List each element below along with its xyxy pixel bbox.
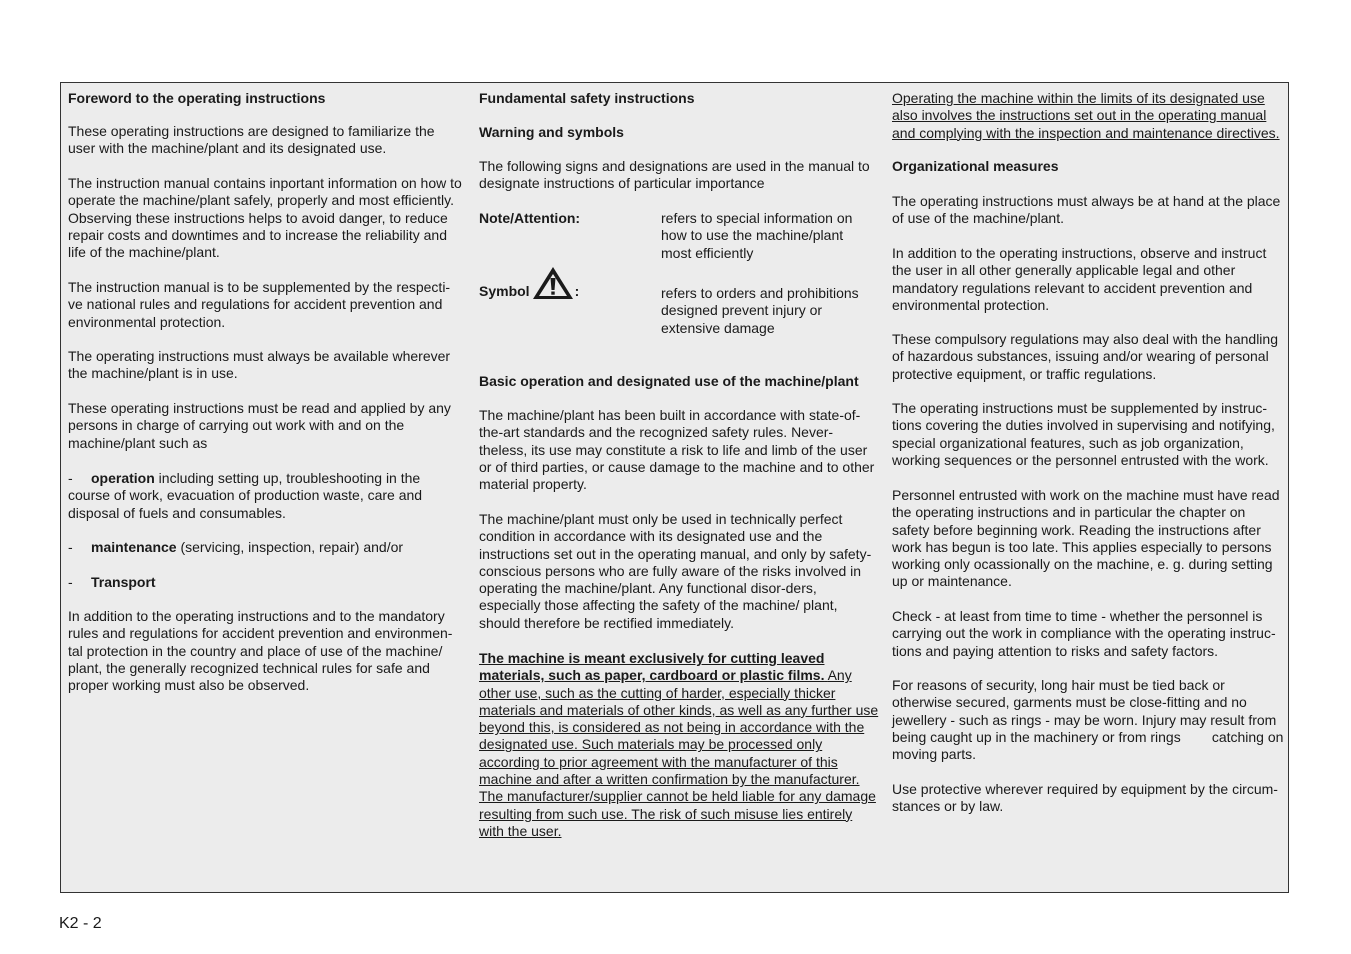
organizational-paragraph-6: Check - at least from time to time - whether the personnel is carrying out the work in compliance with the operating instruc-tions and paying attention to risks and safety factors.: [892, 608, 1276, 659]
designated-use-paragraph-2: The machine/plant must only be used in technically perfect condition in accordance with its designated use and the instructions set out in the operating manual, and only by safety-conscious persons who are fully aware of the risks involved in operating the machine/plant. Any functional disor-ders, especially those affecting the safety of the machine/ plant, should therefore be rectified immediately.: [479, 511, 872, 631]
designated-use-continuation: Operating the machine within the limits of its designated use also involves the instructions set out in the operating manual and complying with the inspection and maintenance directives.: [892, 90, 1280, 141]
list-item-maintenance-term: maintenance: [91, 539, 177, 555]
list-item-maintenance-text: (servicing, inspection, repair) and/or: [176, 539, 404, 555]
warning-symbols-heading: Warning and symbols: [479, 124, 624, 140]
designated-use-paragraph-1: The machine/plant has been built in accordance with state-of-the-art standards and the recognized safety rules. Never-theless, its use may constitute a risk to life and limb of the user or of third parties, or cause damage to the machine and to other material property.: [479, 407, 875, 493]
misuse-statement: Any other use, such as the cutting of harder, especially thicker materials and materials of other kinds, as well as any further use beyond this, is considered as not being in accordance with the designated use. Such materials may be processed only according to prior agreement with the manufacturer of this machine and after a written confirmation by the manufacturer. The manufacturer/supplier cannot be held liable for any damage resulting from such use. The risk of such misuse lies entirely with the user.: [479, 667, 879, 839]
list-item-transport-term: Transport: [91, 574, 156, 590]
list-item-transport: [68, 574, 156, 591]
note-attention-label: Note/Attention:: [479, 210, 581, 226]
organizational-paragraph-1: The operating instructions must always be at hand at the place of use of the machine/plant.: [892, 193, 1281, 227]
foreword-paragraph-3: The instruction manual is to be supplemented by the respecti-ve national rules and regulations for accident prevention and environmental protection.: [68, 279, 451, 330]
organizational-paragraph-2: In addition to the operating instructions, observe and instruct the user in all other generally applicable legal and other mandatory regulations relevant to accident prevention and environmental protection.: [892, 245, 1267, 313]
symbol-label: Symbol: [479, 282, 530, 299]
exclusive-use-statement: The machine is meant exclusively for cutting leaved materials, such as paper, cardboard or plastic films.: [479, 650, 825, 684]
warning-intro: The following signs and designations are used in the manual to designate instructions of particular importance: [479, 158, 870, 192]
safety-heading: Fundamental safety instructions: [479, 90, 695, 106]
list-dash: -: [68, 574, 73, 590]
organizational-paragraph-3: These compulsory regulations may also deal with the handling of hazardous substances, issuing and/or wearing of personal protective equipment, or traffic regulations.: [892, 331, 1278, 382]
symbol-colon: :: [574, 282, 580, 299]
symbol-text: refers to orders and prohibitions designed prevent injury or extensive damage: [661, 285, 859, 336]
list-item-operation-text: including setting up, troubleshooting in the course of work, evacuation of production waste, care and disposal of fuels and consumables.: [68, 470, 423, 521]
warning-triangle-icon: [531, 265, 575, 301]
page-number: K2 - 2: [59, 915, 102, 932]
designated-use-heading: Basic operation and designated use of the machine/plant: [479, 373, 859, 389]
foreword-paragraph-4: The operating instructions must always be available wherever the machine/plant is in use.: [68, 348, 451, 382]
list-dash: -: [68, 539, 73, 555]
content-frame: [60, 82, 1289, 893]
foreword-paragraph-1: These operating instructions are designed to familiarize the user with the machine/plant and its designated use.: [68, 123, 435, 157]
symbol-label-group: [479, 265, 579, 301]
foreword-paragraph-6: In addition to the operating instructions and to the mandatory rules and regulations for accident prevention and environmen-tal protection in the country and place of use of the machine/ plant, the generally recognized technical rules for safe and proper working must also be observed.: [68, 608, 453, 694]
organizational-paragraph-5: Personnel entrusted with work on the machine must have read the operating instructions and in particular the chapter on safety before beginning work. Reading the instructions after work has begun is too late. This applies especially to persons working only ocassionally on the machine, e. g. during setting up or maintenance.: [892, 487, 1280, 590]
foreword-paragraph-2: The instruction manual contains inportant information on how to operate the machine/plant safely, properly and most efficiently. Observing these instructions helps to avoid danger, to reduce repair costs and downtimes and to increase the reliability and life of the machine/plant.: [68, 175, 462, 261]
foreword-heading: Foreword to the operating instructions: [68, 90, 326, 106]
designated-use-paragraph-3: [479, 650, 879, 840]
note-attention-text: refers to special information on how to use the machine/plant most efficiently: [661, 210, 853, 261]
list-item-operation: [68, 470, 463, 522]
organizational-paragraph-8: Use protective wherever required by equipment by the circum-stances or by law.: [892, 781, 1278, 815]
list-item-maintenance: [68, 539, 403, 556]
list-item-operation-term: operation: [91, 470, 155, 486]
organizational-paragraph-4: The operating instructions must be supplemented by instruc-tions covering the duties involved in supervising and notifying, special organizational features, such as job organization, working sequences or the personnel entrusted with the work.: [892, 400, 1275, 468]
list-dash: -: [68, 470, 73, 486]
organizational-heading: Organizational measures: [892, 158, 1059, 174]
foreword-paragraph-5: These operating instructions must be read and applied by any persons in charge of carrying out work with and on the machine/plant such as: [68, 400, 451, 451]
organizational-paragraph-7: For reasons of security, long hair must be tied back or otherwise secured, garments must be close-fitting and no jewellery - such as rings - may be worn. Injury may result from being caught up in the machinery or from rings catching on moving parts.: [892, 677, 1288, 763]
